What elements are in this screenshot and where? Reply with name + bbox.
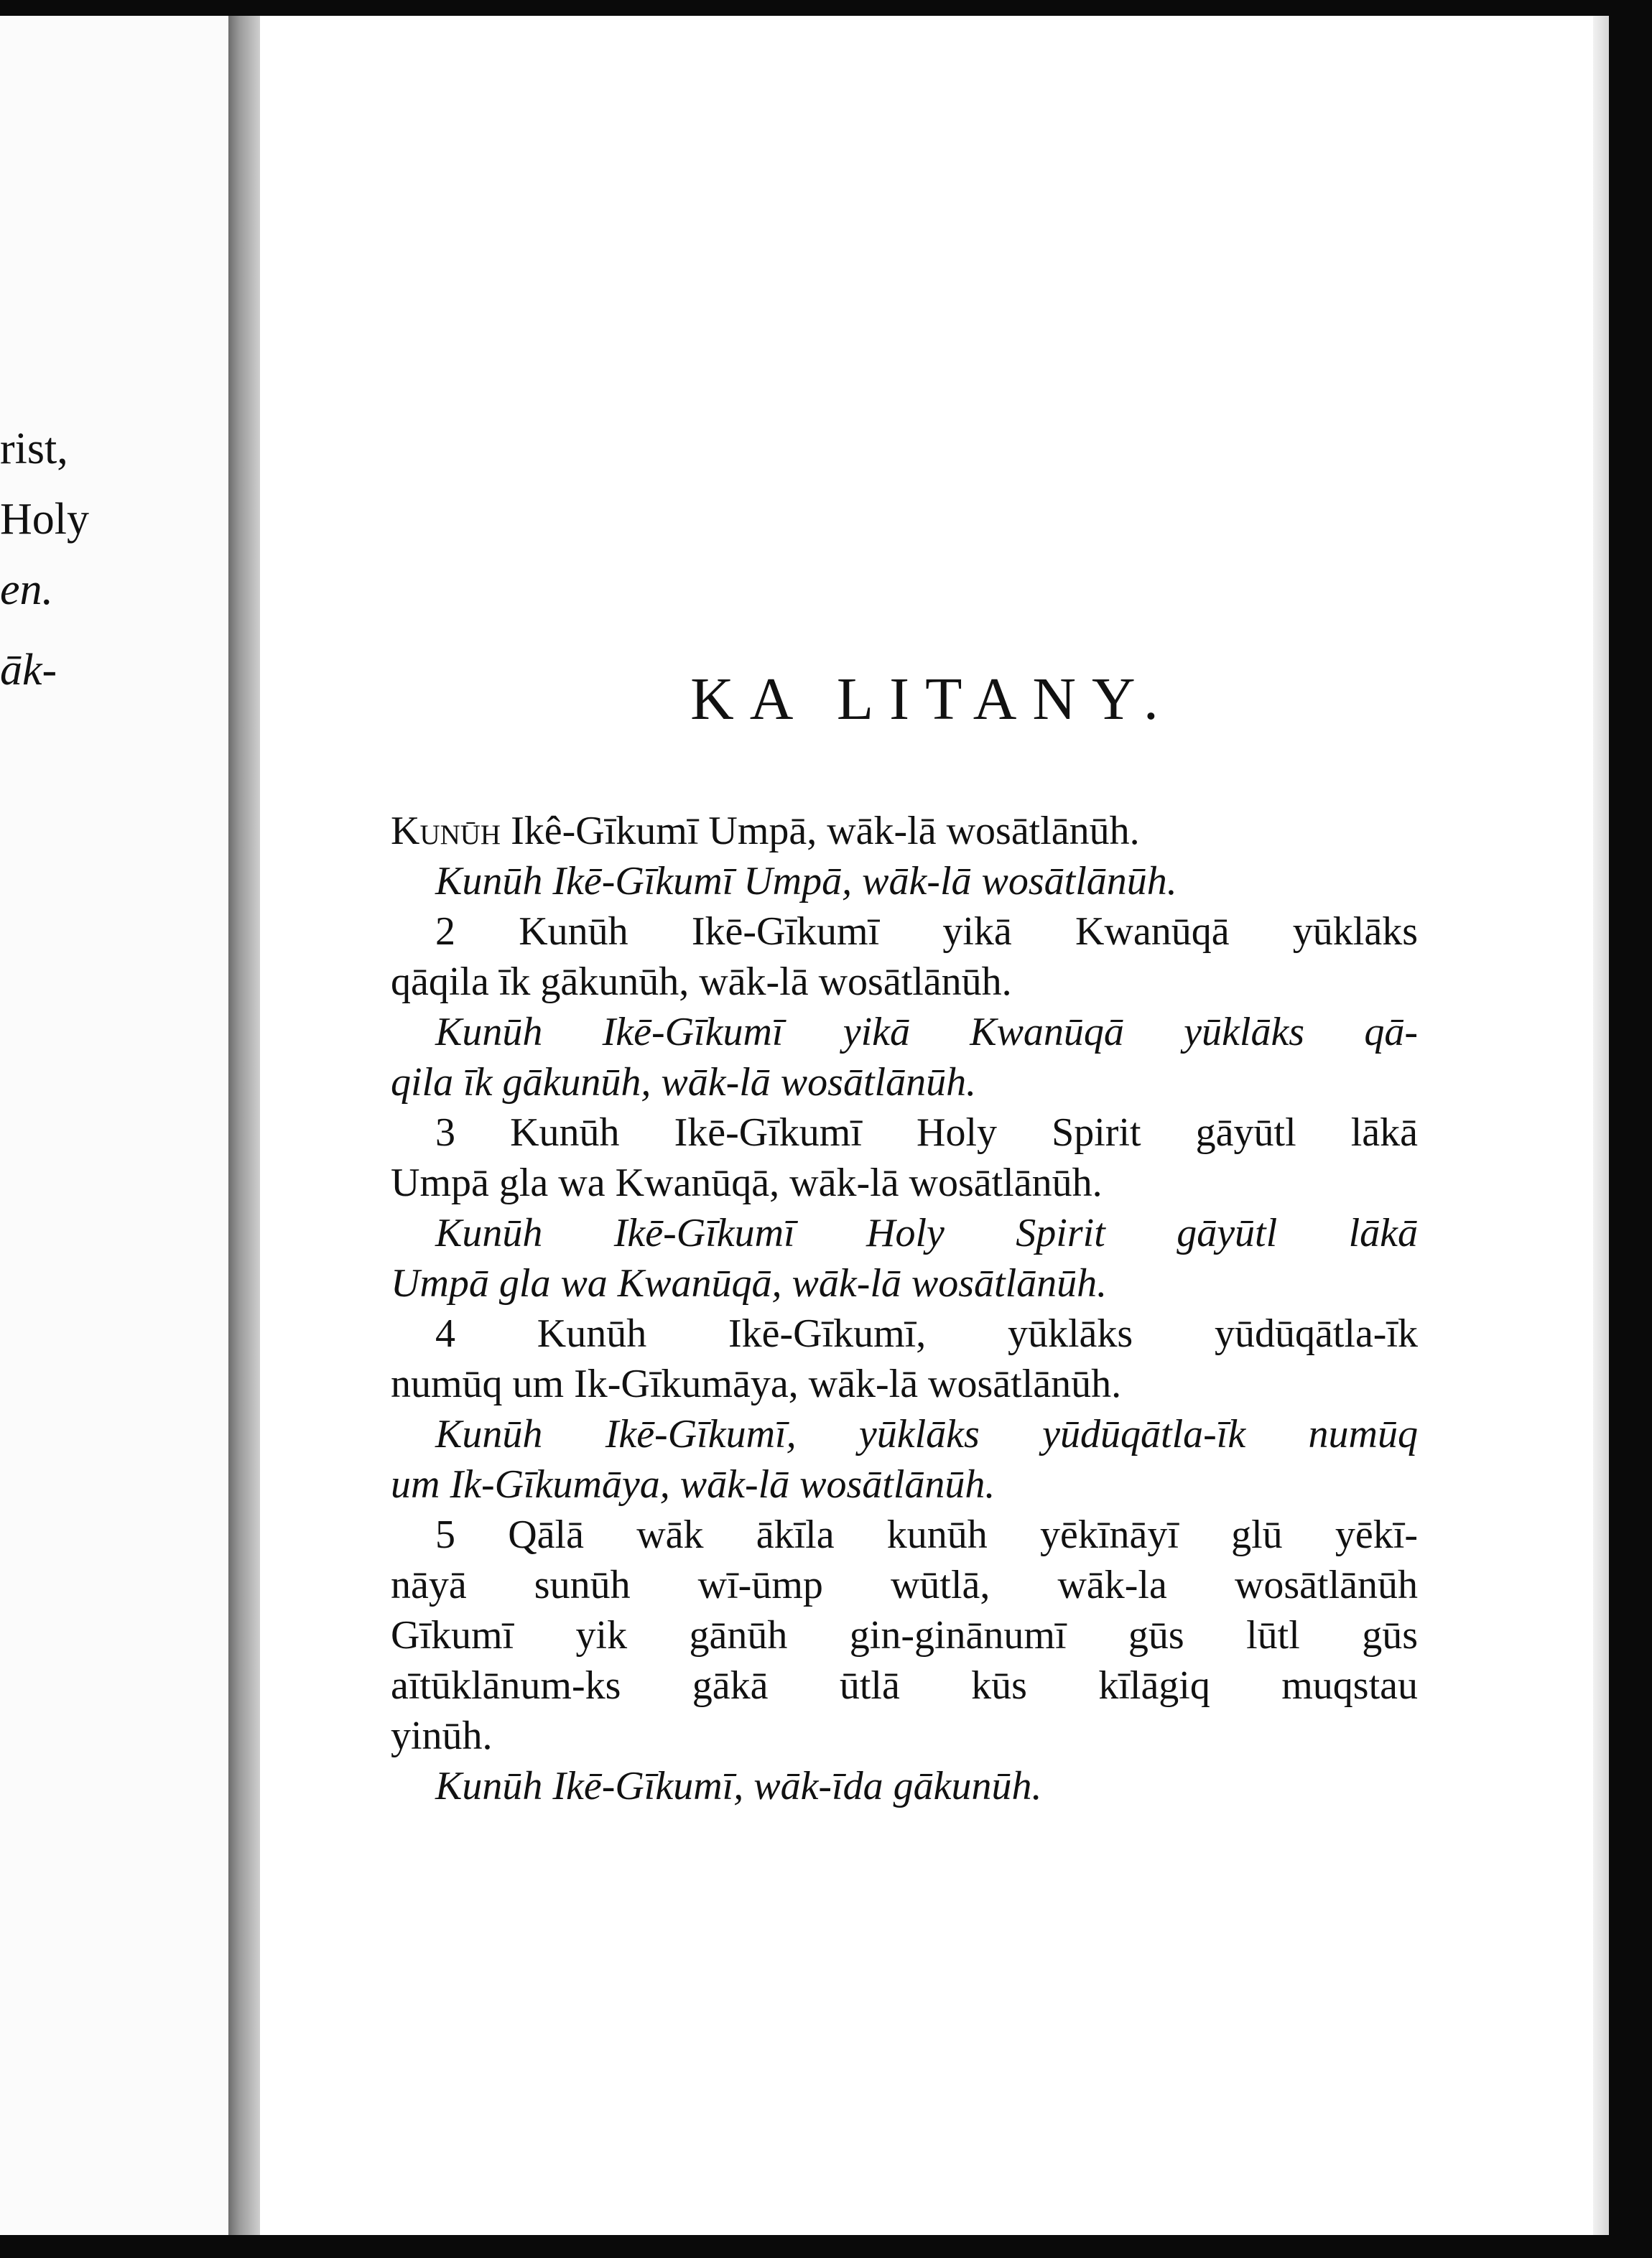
page-title: KA LITANY. bbox=[690, 666, 1174, 733]
main-page bbox=[260, 16, 1593, 2235]
text-line: qila īk gākunūh, wāk-lā wosātlānūh. bbox=[391, 1060, 977, 1105]
text-line: Kunūh Ikē-Gīkumī, yūklāks yūdūqātla-īk numūq bbox=[435, 1412, 1418, 1456]
text-line: 3 Kunūh Ikē-Gīkumī Holy Spirit gāyūtl lākā bbox=[435, 1110, 1418, 1155]
text-line: Umpā gla wa Kwanūqā, wāk-lā wosātlānūh. bbox=[391, 1261, 1108, 1306]
lead-word: Kunūh bbox=[391, 809, 501, 853]
text-line: numūq um Ik-Gīkumāya, wāk-lā wosātlānūh. bbox=[391, 1362, 1122, 1406]
page-edge bbox=[1593, 16, 1609, 2235]
fragment-text: rist, bbox=[0, 424, 68, 473]
fragment-text: Holy bbox=[0, 495, 89, 544]
facing-page-fragment bbox=[0, 16, 228, 2235]
text-line bbox=[391, 806, 1418, 856]
text-line: Kunūh Ikē-Gīkumī Umpā, wāk-lā wosātlānūh. bbox=[435, 859, 1177, 903]
litany-text bbox=[391, 806, 1418, 1811]
text-line: Kunūh Ikē-Gīkumī yikā Kwanūqā yūklāks qā- bbox=[435, 1010, 1418, 1054]
text-line: nāyā sunūh wī-ūmp wūtlā, wāk-la wosātlānūh bbox=[391, 1563, 1418, 1607]
text-line: Kunūh Ikē-Gīkumī, wāk-īda gākunūh. bbox=[435, 1764, 1042, 1808]
text-line: qāqila īk gākunūh, wāk-lā wosātlānūh. bbox=[391, 960, 1012, 1004]
line-rest: Ikê-Gīkumī Umpā, wāk-lā wosātlānūh. bbox=[501, 809, 1140, 853]
text-line: aītūklānum-ks gākā ūtlā kūs kīlāgiq muqstau bbox=[391, 1663, 1418, 1708]
text-line: um Ik-Gīkumāya, wāk-lā wosātlānūh. bbox=[391, 1462, 996, 1507]
text-line: 5 Qālā wāk ākīla kunūh yēkīnāyī glū yēkī- bbox=[435, 1513, 1418, 1557]
text-line: Kunūh Ikē-Gīkumī Holy Spirit gāyūtl lākā bbox=[435, 1211, 1418, 1255]
fragment-text: en. bbox=[0, 565, 54, 614]
page-gutter bbox=[228, 16, 260, 2235]
text-line: Umpā gla wa Kwanūqā, wāk-lā wosātlānūh. bbox=[391, 1161, 1103, 1205]
text-line: 2 Kunūh Ikē-Gīkumī yikā Kwanūqā yūklāks bbox=[435, 909, 1418, 954]
text-line: 4 Kunūh Ikē-Gīkumī, yūklāks yūdūqātla-īk bbox=[435, 1311, 1418, 1356]
fragment-text: āk- bbox=[0, 646, 57, 694]
text-line: Gīkumī yik gānūh gin-ginānumī gūs lūtl gūs bbox=[391, 1613, 1418, 1658]
text-line: yinūh. bbox=[391, 1714, 493, 1758]
